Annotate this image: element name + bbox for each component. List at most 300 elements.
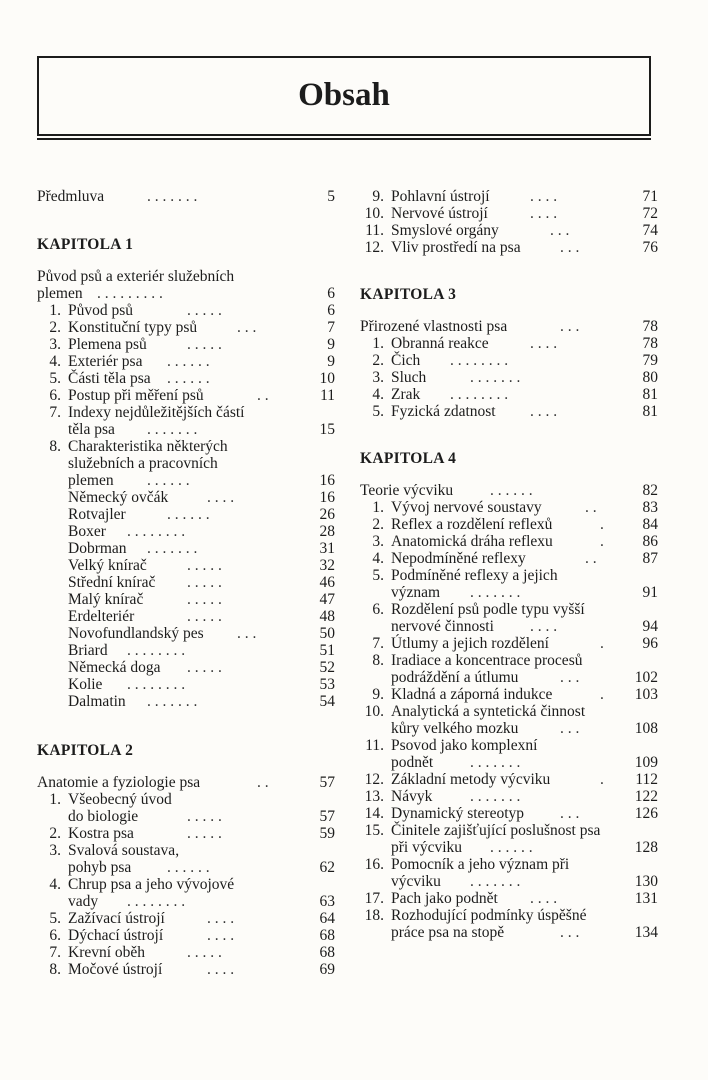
toc-entry <box>37 268 335 285</box>
leader-dots: . . . . . . <box>167 859 210 876</box>
toc-entry <box>360 788 658 805</box>
toc-entry <box>360 686 658 703</box>
leader-dots: . . . . . . . <box>470 584 521 601</box>
page-number: 50 <box>319 625 335 642</box>
leader-dots: . . . . . . <box>167 353 210 370</box>
entry-number: 11. <box>365 222 384 239</box>
entry-title: plemen <box>68 472 114 489</box>
page-number: 11 <box>320 387 335 404</box>
leader-dots: . <box>600 516 604 533</box>
toc-entry <box>37 842 335 859</box>
page-number: 131 <box>634 890 658 907</box>
entry-title: služebních a pracovních <box>68 455 218 472</box>
page-number: 96 <box>642 635 658 652</box>
leader-dots: . . . . . <box>187 608 222 625</box>
entry-number: 17. <box>364 890 384 907</box>
page-number: 103 <box>634 686 658 703</box>
page-number: 32 <box>319 557 335 574</box>
entry-title: Předmluva <box>37 188 105 205</box>
entry-title: Všeobecný úvod <box>68 791 172 808</box>
page-number: 6 <box>327 302 335 319</box>
page-number: 57 <box>319 808 335 825</box>
leader-dots: . . . . . . . . . <box>97 285 163 302</box>
page-number: 83 <box>642 499 658 516</box>
entry-title: Kladná a záporná indukce <box>391 686 553 703</box>
entry-title: Smyslové orgány <box>391 222 499 239</box>
page-number: 16 <box>319 489 335 506</box>
entry-number: 12. <box>364 771 384 788</box>
leader-dots: . . . . <box>207 961 235 978</box>
entry-title: Zažívací ústrojí <box>68 910 165 927</box>
entry-number: 4. <box>372 550 384 567</box>
page-number: 62 <box>319 859 335 876</box>
leader-dots: . . . <box>237 319 257 336</box>
entry-title: Analytická a syntetická činnost <box>391 703 586 720</box>
toc-entry <box>37 506 335 523</box>
toc-entry <box>37 489 335 506</box>
toc-entry <box>360 533 658 550</box>
entry-number: 7. <box>49 944 61 961</box>
entry-number: 4. <box>372 386 384 403</box>
entry-title: Původ psů a exteriér služebních <box>37 268 235 285</box>
page-number: 9 <box>327 336 335 353</box>
leader-dots: . . . . <box>530 188 558 205</box>
entry-title: Nepodmíněné reflexy <box>391 550 526 567</box>
toc-entry <box>37 404 335 421</box>
leader-dots: . . . . . . . <box>470 788 521 805</box>
toc-entry <box>37 893 335 910</box>
entry-title: Zrak <box>391 386 421 403</box>
chapter-heading <box>37 236 335 253</box>
entry-number: 2. <box>372 516 384 533</box>
entry-title: Nervové ústrojí <box>391 205 488 222</box>
page-number: 59 <box>319 825 335 842</box>
entry-title: Dalmatin <box>68 693 126 710</box>
page-number: 108 <box>634 720 658 737</box>
entry-title: Části těla psa <box>68 370 151 387</box>
leader-dots: . . . <box>560 669 580 686</box>
leader-dots: . <box>600 771 604 788</box>
entry-title: Dýchací ústrojí <box>68 927 164 944</box>
page-number: 78 <box>642 335 658 352</box>
leader-dots: . . . . . . . . <box>127 676 186 693</box>
entry-number: 4. <box>49 876 61 893</box>
page-number: 63 <box>319 893 335 910</box>
leader-dots: . . <box>585 550 597 567</box>
entry-number: 1. <box>49 302 61 319</box>
entry-title: Reflex a rozdělení reflexů <box>391 516 553 533</box>
entry-title: Briard <box>68 642 108 659</box>
toc-entry <box>37 608 335 625</box>
page-number: 102 <box>634 669 658 686</box>
toc-entry <box>37 472 335 489</box>
chapter-heading-label: KAPITOLA 2 <box>37 742 134 759</box>
entry-title: Krevní oběh <box>68 944 146 961</box>
page-number: 81 <box>642 386 658 403</box>
toc-entry <box>37 455 335 472</box>
page-number: 64 <box>319 910 335 927</box>
entry-title: Rozdělení psů podle typu vyšší <box>391 601 585 618</box>
toc-entry <box>37 927 335 944</box>
toc-entry <box>360 222 658 239</box>
leader-dots: . . . . . . <box>167 370 210 387</box>
entry-number: 7. <box>372 635 384 652</box>
entry-title: Rotvajler <box>68 506 126 523</box>
entry-title: Pach jako podnět <box>391 890 498 907</box>
toc-entry <box>360 652 658 669</box>
page-number: 28 <box>319 523 335 540</box>
toc-entry <box>360 318 658 335</box>
entry-title: do biologie <box>68 808 139 825</box>
page-number: 6 <box>327 285 335 302</box>
entry-title: kůry velkého mozku <box>391 720 519 737</box>
entry-title: Podmíněné reflexy a jejich <box>391 567 558 584</box>
toc-entry <box>37 523 335 540</box>
page-number: 7 <box>327 319 335 336</box>
toc-entry <box>37 540 335 557</box>
entry-title: výcviku <box>391 873 441 890</box>
page-number: 5 <box>327 188 335 205</box>
toc-entry <box>37 387 335 404</box>
leader-dots: . . . . . <box>187 808 222 825</box>
entry-title: Německá doga <box>68 659 161 676</box>
entry-title: Kolie <box>68 676 103 693</box>
page-number: 80 <box>642 369 658 386</box>
entry-number: 1. <box>49 791 61 808</box>
toc-entry <box>360 403 658 420</box>
entry-title: Erdelteriér <box>68 608 135 625</box>
page-number: 68 <box>319 944 335 961</box>
toc-entry <box>37 421 335 438</box>
page-number: 57 <box>319 774 335 791</box>
toc-entry <box>37 353 335 370</box>
toc-entry <box>360 805 658 822</box>
chapter-heading-label: KAPITOLA 4 <box>360 450 457 467</box>
toc-entry <box>360 335 658 352</box>
entry-title: Velký knírač <box>68 557 147 574</box>
page-number: 48 <box>319 608 335 625</box>
entry-number: 13. <box>364 788 384 805</box>
toc-entry <box>360 239 658 256</box>
page-title: Obsah <box>298 77 390 113</box>
entry-title: Pomocník a jeho význam při <box>391 856 570 873</box>
leader-dots: . . . . <box>207 927 235 944</box>
entry-title: Návyk <box>391 788 433 805</box>
page-number: 10 <box>319 370 335 387</box>
leader-dots: . . . . . . . <box>470 754 521 771</box>
chapter-heading <box>37 742 335 759</box>
entry-number: 15. <box>364 822 384 839</box>
toc-entry <box>37 336 335 353</box>
page-number: 78 <box>642 318 658 335</box>
leader-dots: . . . <box>560 805 580 822</box>
leader-dots: . . . . . <box>187 591 222 608</box>
entry-number: 10. <box>364 703 384 720</box>
entry-title: Střední knírač <box>68 574 156 591</box>
page-number: 91 <box>642 584 658 601</box>
page-number: 68 <box>319 927 335 944</box>
toc-entry <box>360 822 658 839</box>
leader-dots: . . . <box>550 222 570 239</box>
leader-dots: . <box>600 533 604 550</box>
entry-title: práce psa na stopě <box>391 924 505 941</box>
page-number: 16 <box>319 472 335 489</box>
entry-number: 6. <box>372 601 384 618</box>
leader-dots: . . . . <box>207 489 235 506</box>
page-number: 94 <box>642 618 658 635</box>
entry-number: 3. <box>372 533 384 550</box>
leader-dots: . . . . <box>530 335 558 352</box>
leader-dots: . . . . <box>530 618 558 635</box>
leader-dots: . . <box>585 499 597 516</box>
entry-title: podnět <box>391 754 434 771</box>
toc-entry <box>37 188 335 205</box>
page-number: 126 <box>634 805 658 822</box>
entry-title: Německý ovčák <box>68 489 169 506</box>
toc-entry <box>37 693 335 710</box>
entry-title: Anatomie a fyziologie psa <box>37 774 201 791</box>
toc-entry <box>360 618 658 635</box>
toc-entry <box>360 369 658 386</box>
entry-title: Malý knírač <box>68 591 144 608</box>
page-number: 130 <box>634 873 658 890</box>
leader-dots: . . . . . . . . <box>450 352 509 369</box>
entry-number: 6. <box>49 927 61 944</box>
entry-title: Postup při měření psů <box>68 387 204 404</box>
entry-number: 1. <box>372 499 384 516</box>
entry-number: 10. <box>364 205 384 222</box>
leader-dots: . . . . . . <box>147 472 190 489</box>
toc-entry <box>360 890 658 907</box>
entry-number: 16. <box>364 856 384 873</box>
page-number: 15 <box>319 421 335 438</box>
leader-dots: . <box>600 686 604 703</box>
entry-title: Pohlavní ústrojí <box>391 188 490 205</box>
entry-number: 8. <box>372 652 384 669</box>
toc-entry <box>360 907 658 924</box>
toc-entry <box>37 910 335 927</box>
leader-dots: . . . . . <box>187 336 222 353</box>
toc-entry <box>37 285 335 302</box>
entry-title: Činitele zajišťující poslušnost psa <box>391 822 601 839</box>
toc-entry <box>360 499 658 516</box>
leader-dots: . . . . . . . . <box>127 523 186 540</box>
entry-title: pohyb psa <box>68 859 132 876</box>
toc-entry <box>37 574 335 591</box>
entry-number: 5. <box>372 403 384 420</box>
toc-entry <box>37 961 335 978</box>
entry-number: 12. <box>364 239 384 256</box>
entry-number: 5. <box>49 910 61 927</box>
toc-entry <box>37 319 335 336</box>
entry-title: Plemena psů <box>68 336 147 353</box>
toc-entry <box>37 591 335 608</box>
page-number: 134 <box>634 924 658 941</box>
entry-number: 4. <box>49 353 61 370</box>
page-number: 82 <box>642 482 658 499</box>
entry-title: Svalová soustava, <box>68 842 180 859</box>
toc-entry <box>360 567 658 584</box>
leader-dots: . . . . <box>530 890 558 907</box>
toc-entry <box>37 625 335 642</box>
entry-number: 8. <box>49 961 61 978</box>
entry-title: Anatomická dráha reflexu <box>391 533 553 550</box>
leader-dots: . . . . . . <box>167 506 210 523</box>
page-number: 72 <box>642 205 658 222</box>
leader-dots: . . . . . <box>187 825 222 842</box>
page-number: 46 <box>319 574 335 591</box>
toc-entry <box>360 352 658 369</box>
entry-title: Konstituční typy psů <box>68 319 198 336</box>
toc-entry <box>360 771 658 788</box>
entry-title: Charakteristika některých <box>68 438 228 455</box>
entry-title: význam <box>391 584 441 601</box>
entry-title: Dobrman <box>68 540 127 557</box>
leader-dots: . . . . . <box>187 574 222 591</box>
leader-dots: . . . . <box>207 910 235 927</box>
leader-dots: . . . . . . . <box>147 540 198 557</box>
leader-dots: . . . . . . <box>490 482 533 499</box>
toc-entry <box>360 873 658 890</box>
toc-entry <box>360 737 658 754</box>
chapter-heading-label: KAPITOLA 3 <box>360 286 457 303</box>
entry-number: 18. <box>364 907 384 924</box>
page-number: 74 <box>642 222 658 239</box>
entry-title: Boxer <box>68 523 106 540</box>
leader-dots: . . . . . <box>187 659 222 676</box>
toc-entry <box>360 205 658 222</box>
entry-title: nervové činnosti <box>391 618 494 635</box>
entry-title: Kostra psa <box>68 825 134 842</box>
entry-title: Útlumy a jejich rozdělení <box>391 635 549 652</box>
toc-entry <box>37 859 335 876</box>
leader-dots: . . . <box>560 720 580 737</box>
entry-title: Čich <box>391 352 421 369</box>
page-number: 86 <box>642 533 658 550</box>
leader-dots: . . . . . . . <box>147 693 198 710</box>
leader-dots: . . . . . . . <box>470 369 521 386</box>
leader-dots: . . . . . <box>187 557 222 574</box>
entry-number: 5. <box>372 567 384 584</box>
toc-entry <box>37 438 335 455</box>
toc-entry <box>37 557 335 574</box>
leader-dots: . . . . . . . . <box>127 642 186 659</box>
entry-title: těla psa <box>68 421 115 438</box>
entry-number: 14. <box>364 805 384 822</box>
entry-title: Přirozené vlastnosti psa <box>360 318 508 335</box>
page-number: 87 <box>642 550 658 567</box>
page-number: 47 <box>319 591 335 608</box>
toc-entry <box>360 584 658 601</box>
chapter-heading <box>360 450 658 467</box>
entry-title: Sluch <box>391 369 427 386</box>
leader-dots: . . . <box>237 625 257 642</box>
toc-entry <box>360 669 658 686</box>
toc-entry <box>37 642 335 659</box>
toc-entry <box>360 516 658 533</box>
leader-dots: . . . . . <box>187 302 222 319</box>
leader-dots: . . . . . . . <box>147 421 198 438</box>
page-number: 112 <box>635 771 658 788</box>
page-number: 53 <box>319 676 335 693</box>
toc-entry <box>37 825 335 842</box>
entry-title: Původ psů <box>68 302 134 319</box>
leader-dots: . . . . . . <box>490 839 533 856</box>
page-number: 79 <box>642 352 658 369</box>
page-number: 81 <box>642 403 658 420</box>
entry-number: 2. <box>49 825 61 842</box>
leader-dots: . . . . . . . . <box>127 893 186 910</box>
entry-title: Vývoj nervové soustavy <box>391 499 542 516</box>
entry-number: 6. <box>49 387 61 404</box>
toc-entry <box>360 754 658 771</box>
entry-number: 5. <box>49 370 61 387</box>
entry-title: Iradiace a koncentrace procesů <box>391 652 583 669</box>
toc-entry <box>360 720 658 737</box>
toc-entry <box>360 188 658 205</box>
toc-entry <box>37 774 335 791</box>
entry-title: Základní metody výcviku <box>391 771 551 788</box>
entry-number: 3. <box>372 369 384 386</box>
toc-entry <box>360 839 658 856</box>
toc-entry <box>37 659 335 676</box>
page-number: 26 <box>319 506 335 523</box>
entry-title: Fyzická zdatnost <box>391 403 496 420</box>
chapter-heading <box>360 286 658 303</box>
entry-number: 8. <box>49 438 61 455</box>
entry-title: podráždění a útlumu <box>391 669 519 686</box>
page-number: 51 <box>319 642 335 659</box>
entry-number: 1. <box>372 335 384 352</box>
leader-dots: . <box>600 635 604 652</box>
toc-entry <box>37 676 335 693</box>
leader-dots: . . . <box>560 924 580 941</box>
leader-dots: . . . <box>560 239 580 256</box>
toc-entry <box>37 876 335 893</box>
entry-title: Psovod jako komplexní <box>391 737 538 754</box>
toc-entry <box>360 635 658 652</box>
toc-entry <box>360 601 658 618</box>
entry-title: Chrup psa a jeho vývojové <box>68 876 235 893</box>
toc-entry <box>360 482 658 499</box>
entry-title: při výcviku <box>391 839 463 856</box>
entry-title: vady <box>68 893 99 910</box>
entry-title: Obranná reakce <box>391 335 489 352</box>
entry-number: 9. <box>372 188 384 205</box>
toc-entry <box>37 808 335 825</box>
toc-entry <box>37 302 335 319</box>
leader-dots: . . . . . . . . <box>450 386 509 403</box>
page-number: 69 <box>319 961 335 978</box>
entry-number: 2. <box>49 319 61 336</box>
entry-title: Dynamický stereotyp <box>391 805 525 822</box>
page-number: 52 <box>319 659 335 676</box>
leader-dots: . . . . . . . <box>470 873 521 890</box>
toc-entry <box>37 944 335 961</box>
entry-number: 9. <box>372 686 384 703</box>
page-number: 71 <box>642 188 658 205</box>
entry-title: Exteriér psa <box>68 353 143 370</box>
page-number: 109 <box>634 754 658 771</box>
toc-entry <box>360 550 658 567</box>
leader-dots: . . <box>257 774 269 791</box>
toc-entry <box>360 924 658 941</box>
toc-entry <box>360 703 658 720</box>
entry-title: Teorie výcviku <box>360 482 454 499</box>
entry-title: Vliv prostředí na psa <box>391 239 521 256</box>
leader-dots: . . . . . . . <box>147 188 198 205</box>
toc-entry <box>37 791 335 808</box>
